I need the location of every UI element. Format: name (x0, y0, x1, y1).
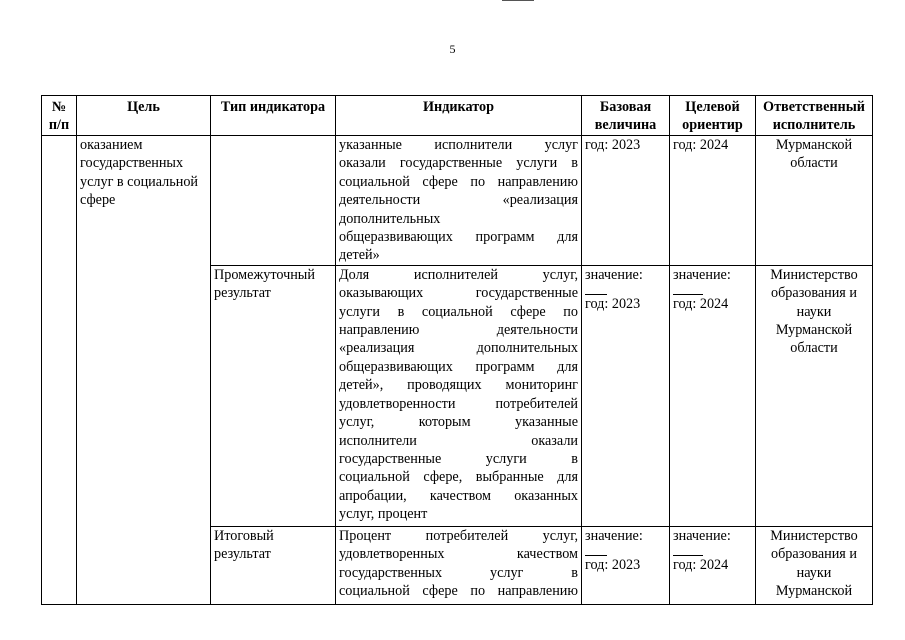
target-cell: год: 2024 (670, 136, 756, 266)
responsible-cell: Мурманской области (756, 136, 873, 266)
base-cell: год: 2023 (582, 136, 670, 266)
indicator-line: социальной сфере, выбранные для (339, 469, 578, 486)
indicator-cell (336, 136, 582, 266)
blank-value-line (673, 284, 703, 295)
indicator-line: общеразвивающих программ для (339, 229, 578, 246)
indicator-line: указанные исполнители услуг (339, 137, 578, 153)
num-cell (42, 136, 77, 605)
type-cell: Итоговый результат (211, 526, 336, 604)
base-value-label: значение: (585, 266, 643, 283)
base-value-label: значение: (585, 527, 643, 544)
target-value-label: значение: (673, 266, 731, 283)
indicator-cell (336, 265, 582, 526)
page-number: 5 (449, 42, 456, 56)
indicator-cell (336, 526, 582, 604)
indicator-line: детей», проводящих мониторинг (339, 377, 578, 394)
indicator-line: оказывающих государственные (339, 285, 578, 302)
indicator-line: социальной сфере по направлению (339, 583, 578, 600)
indicator-line: детей» (339, 247, 380, 264)
base-year: год: 2023 (585, 557, 641, 574)
header-base: Базовая величина (582, 96, 670, 136)
indicators-table (41, 95, 873, 605)
type-cell: Промежуточный результат (211, 265, 336, 526)
target-year: год: 2024 (673, 296, 729, 313)
indicator-line: апробации, качеством оказанных (339, 487, 578, 504)
header-responsible: Ответственный исполнитель (756, 96, 873, 136)
indicator-line: «реализация дополнительных (339, 340, 578, 357)
header-goal: Цель (77, 96, 211, 136)
indicator-line: услуг, процент (339, 506, 428, 523)
indicator-line: деятельности «реализация (339, 192, 578, 209)
base-year: год: 2023 (585, 296, 641, 313)
responsible-cell: Министерство образования и науки Мурманской области (756, 265, 873, 526)
header-type: Тип индикатора (211, 96, 336, 136)
responsible-cell: Министерство образования и науки Мурманской (756, 526, 873, 604)
indicator-line: государственных услуг в (339, 564, 578, 581)
table-row (42, 136, 873, 266)
target-cell (670, 265, 756, 526)
indicator-line: услуги в социальной сфере по (339, 303, 578, 320)
top-edge-mark (502, 0, 534, 1)
table-header-row (42, 96, 873, 136)
indicator-line: удовлетворенных качеством (339, 546, 578, 563)
base-cell (582, 526, 670, 604)
goal-cell: оказанием государственных услуг в социальной сфере (77, 136, 211, 605)
target-year: год: 2024 (673, 557, 729, 574)
indicator-line: оказали государственные услуги в (339, 155, 578, 172)
blank-value-line (585, 284, 607, 295)
type-cell (211, 136, 336, 266)
header-indicator: Индикатор (336, 96, 582, 136)
blank-value-line (585, 545, 607, 556)
blank-value-line (673, 545, 703, 556)
indicator-line: Процент потребителей услуг, (339, 527, 578, 544)
indicator-line: государственные услуги в (339, 450, 578, 467)
header-target: Целевой ориентир (670, 96, 756, 136)
indicator-line: Доля исполнителей услуг, (339, 266, 578, 283)
indicator-line: общеразвивающих программ для (339, 358, 578, 375)
target-value-label: значение: (673, 527, 731, 544)
target-cell (670, 526, 756, 604)
indicator-line: социальной сфере по направлению (339, 173, 578, 190)
indicator-line: дополнительных (339, 210, 441, 227)
indicator-line: исполнители оказали (339, 432, 578, 449)
header-num: № п/п (42, 96, 77, 136)
base-cell (582, 265, 670, 526)
indicator-line: удовлетворенности потребителей (339, 395, 578, 412)
indicator-line: направлению деятельности (339, 322, 578, 339)
indicator-line: услуг, которым указанные (339, 414, 578, 431)
